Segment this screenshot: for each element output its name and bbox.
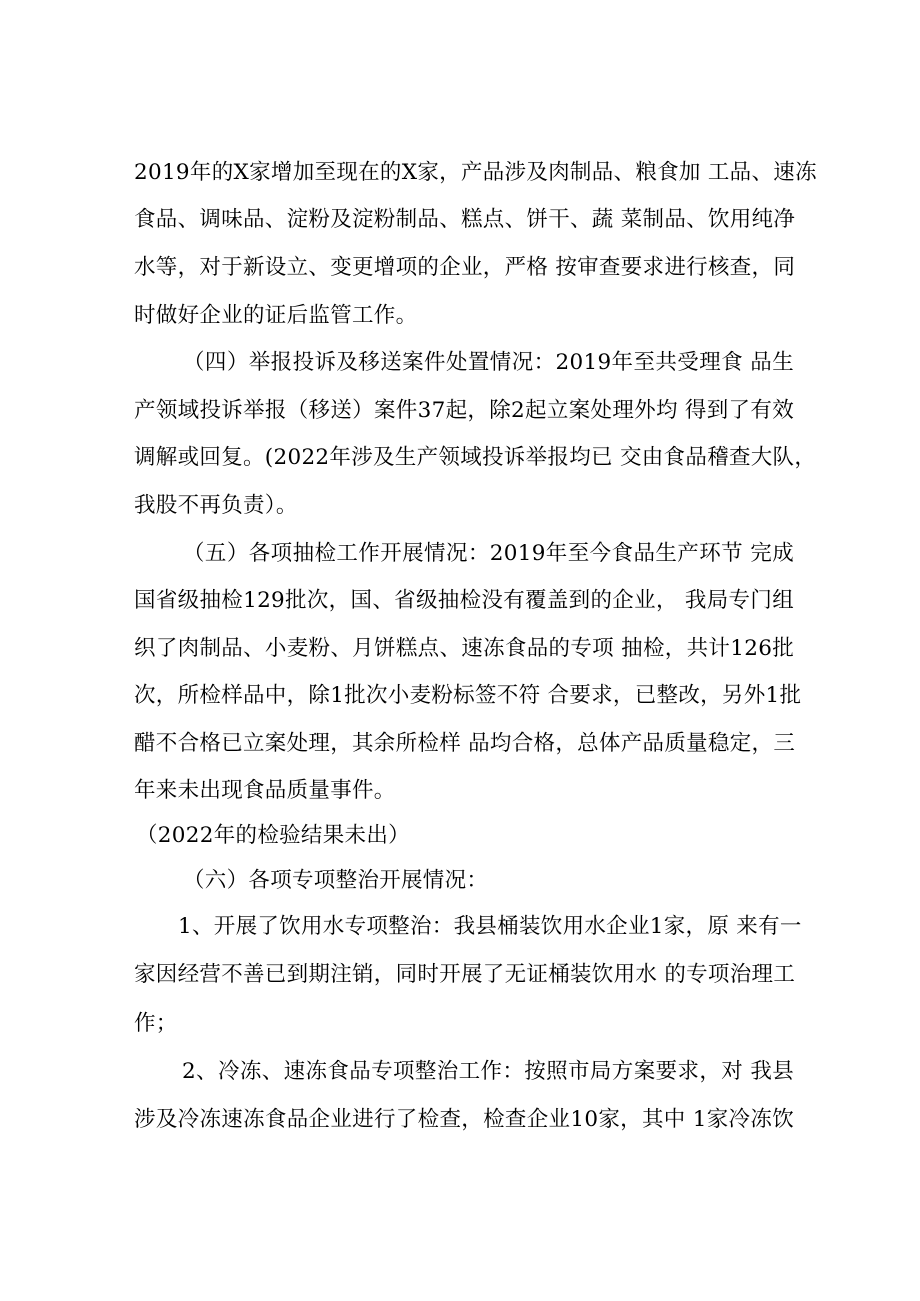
paragraph-line: 国省级抽检129批次，国、省级抽检没有覆盖到的企业， 我局专门组 [134,588,794,613]
paragraph-line: 年来未出现食品质量事件。 [134,778,396,803]
paragraph-line: 作； [134,1011,178,1036]
paragraph-line: 我股不再负责）。 [134,493,298,518]
paragraph-line: 水等，对于新设立、变更增项的企业，严格 按审查要求进行核查，同 [134,255,796,280]
section-heading-5: （五）各项抽检工作开展情况：2019年至今食品生产环节 完成 [183,541,794,566]
paragraph-line: 次，所检样品中，除1批次小麦粉标签不符 合要求，已整改，另外1批 [134,683,802,708]
paragraph-line: 涉及冷冻速冻食品企业进行了检查，检查企业10家，其中 1家冷冻饮 [134,1107,794,1132]
paragraph-line: 产领域投诉举报（移送）案件37起，除2起立案处理外均 得到了有效 [134,398,794,423]
paragraph-line: 食品、调味品、淀粉及淀粉制品、糕点、饼干、蔬 菜制品、饮用纯净 [134,207,796,232]
paragraph-line: 醋不合格已立案处理，其余所检样 品均合格，总体产品质量稳定，三 [134,731,796,756]
paragraph-line: 2019年的X家增加至现在的X家，产品涉及肉制品、粮食加 工品、速冻 [134,160,817,185]
list-item-2: 2、冷冻、速冻食品专项整治工作：按照市局方案要求，对 我县 [182,1059,794,1084]
list-item-1: 1、开展了饮用水专项整治：我县桶装饮用水企业1家，原 来有一 [178,914,802,939]
section-heading-6: （六）各项专项整治开展情况： [183,868,489,893]
note-line: （2022年的检验结果未出） [136,823,410,848]
paragraph-line: 织了肉制品、小麦粉、月饼糕点、速冻食品的专项 抽检，共计126批 [134,636,794,661]
paragraph-line: 调解或回复。(2022年涉及生产领域投诉举报均已 交由食品稽查大队， [134,445,817,470]
paragraph-line: 家因经营不善已到期注销，同时开展了无证桶装饮用水 的专项治理工 [134,962,796,987]
paragraph-line: 时做好企业的证后监管工作。 [134,303,418,328]
section-heading-4: （四）举报投诉及移送案件处置情况：2019年至共受理食 品生 [183,350,794,375]
